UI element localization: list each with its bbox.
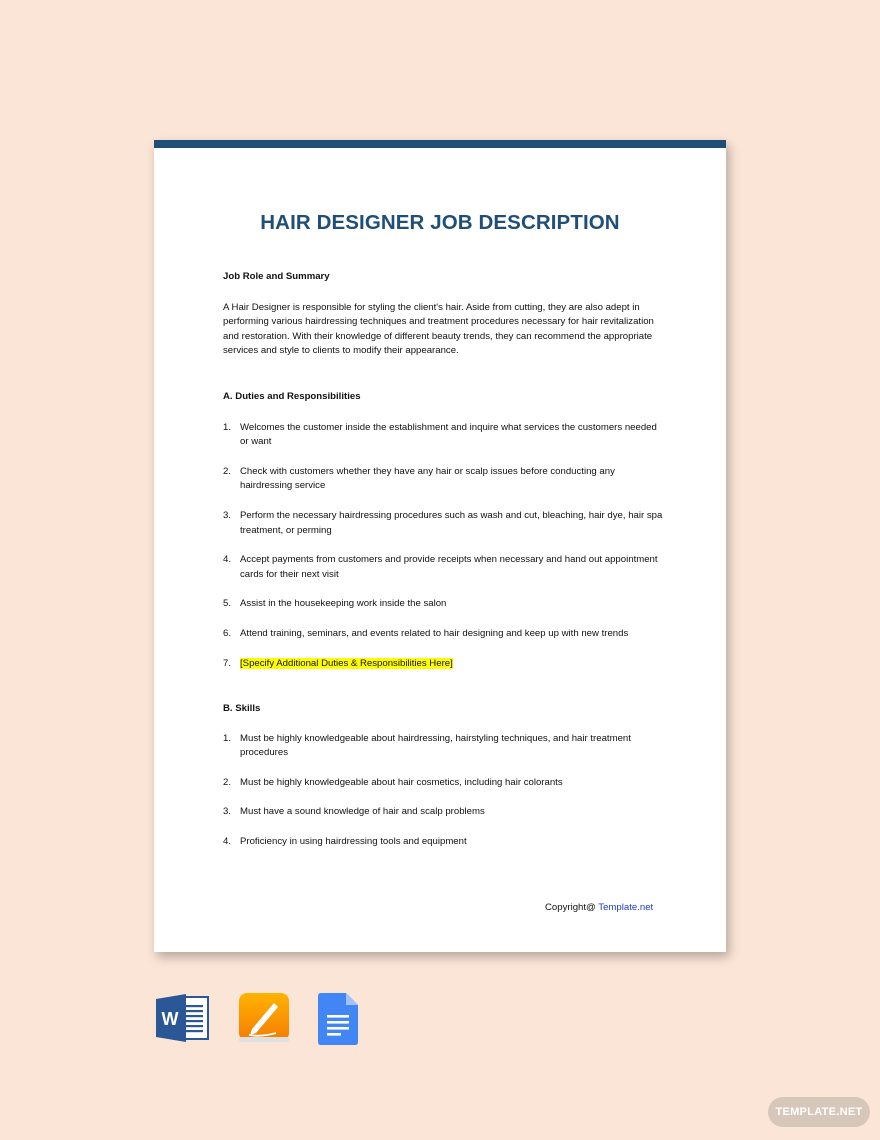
document-header-bar: [154, 140, 726, 148]
summary-text: A Hair Designer is responsible for styling the client's hair. Aside from cutting, they are also adept in performing various hairdressing techniques and treatment procedures necessary for hair revitalization and restoration. With their knowledge of different beauty trends, they can recommend the appropriate services and style to clients to modify their appearance.: [223, 301, 654, 357]
document-page: [154, 140, 726, 952]
list-item: [223, 732, 663, 761]
list-item-number: 7.: [223, 657, 232, 669]
list-item: [223, 421, 663, 450]
list-item: [223, 509, 663, 538]
list-item-text: Must have a sound knowledge of hair and scalp problems: [240, 806, 485, 818]
copyright-site-link[interactable]: Template.net: [598, 902, 654, 913]
list-item: [223, 657, 663, 672]
list-item-number: 2.: [223, 776, 232, 788]
list-item: [223, 553, 663, 582]
list-item-number: 5.: [223, 598, 232, 610]
list-item-text: Accept payments from customers and provide receipts when necessary and hand out appointment cards for their next visit: [240, 554, 658, 580]
duties-heading: A. Duties and Responsibilities: [223, 390, 361, 402]
list-item: [223, 835, 663, 850]
google-docs-icon[interactable]: [318, 993, 358, 1050]
document-content: [223, 270, 663, 850]
list-item-text: Perform the necessary hairdressing procedures such as wash and cut, bleaching, hair dye, hair spa treatment, or perming: [240, 509, 663, 536]
list-item-text: Must be highly knowledgeable about hair cosmetics, including hair colorants: [240, 776, 563, 788]
list-item-number: 6.: [223, 627, 232, 639]
placeholder-highlight: [Specify Additional Duties & Responsibilities Here]: [240, 657, 453, 669]
list-item: [223, 627, 663, 642]
summary-heading: Job Role and Summary: [223, 271, 330, 282]
list-item-number: 4.: [223, 836, 232, 848]
list-item-text: Welcomes the customer inside the establishment and inquire what services the customers needed or want: [240, 421, 657, 448]
list-item-text: Assist in the housekeeping work inside the salon: [240, 598, 447, 610]
skills-list: [223, 732, 663, 850]
copyright: [545, 901, 653, 915]
list-item-text: Proficiency in using hairdressing tools and equipment: [240, 836, 467, 848]
template-net-watermark: TEMPLATE.NET: [768, 1097, 870, 1127]
list-item-text: Must be highly knowledgeable about hairdressing, hairstyling techniques, and hair treatment procedures: [240, 732, 631, 759]
duties-list: [223, 421, 663, 672]
list-item: [223, 805, 663, 820]
list-item-number: 3.: [223, 806, 232, 818]
apple-pages-icon[interactable]: [238, 993, 290, 1048]
list-item-number: 3.: [223, 509, 232, 521]
list-item-text: Attend training, seminars, and events related to hair designing and keep up with new trends: [240, 627, 629, 639]
microsoft-word-icon[interactable]: [156, 993, 210, 1048]
list-item: [223, 776, 663, 791]
skills-heading: B. Skills: [223, 703, 261, 715]
svg-text:W: W: [161, 1009, 179, 1029]
list-item-number: 1.: [223, 421, 232, 433]
list-item-number: 2.: [223, 465, 232, 477]
document-title: HAIR DESIGNER JOB DESCRIPTION: [260, 211, 620, 234]
copyright-prefix: Copyright@: [545, 902, 599, 913]
list-item: [223, 465, 663, 494]
list-item-text: Check with customers whether they have any hair or scalp issues before conducting any hairdressing service: [240, 465, 615, 492]
list-item-number: 4.: [223, 554, 232, 566]
list-item: [223, 597, 663, 612]
list-item-number: 1.: [223, 732, 232, 744]
